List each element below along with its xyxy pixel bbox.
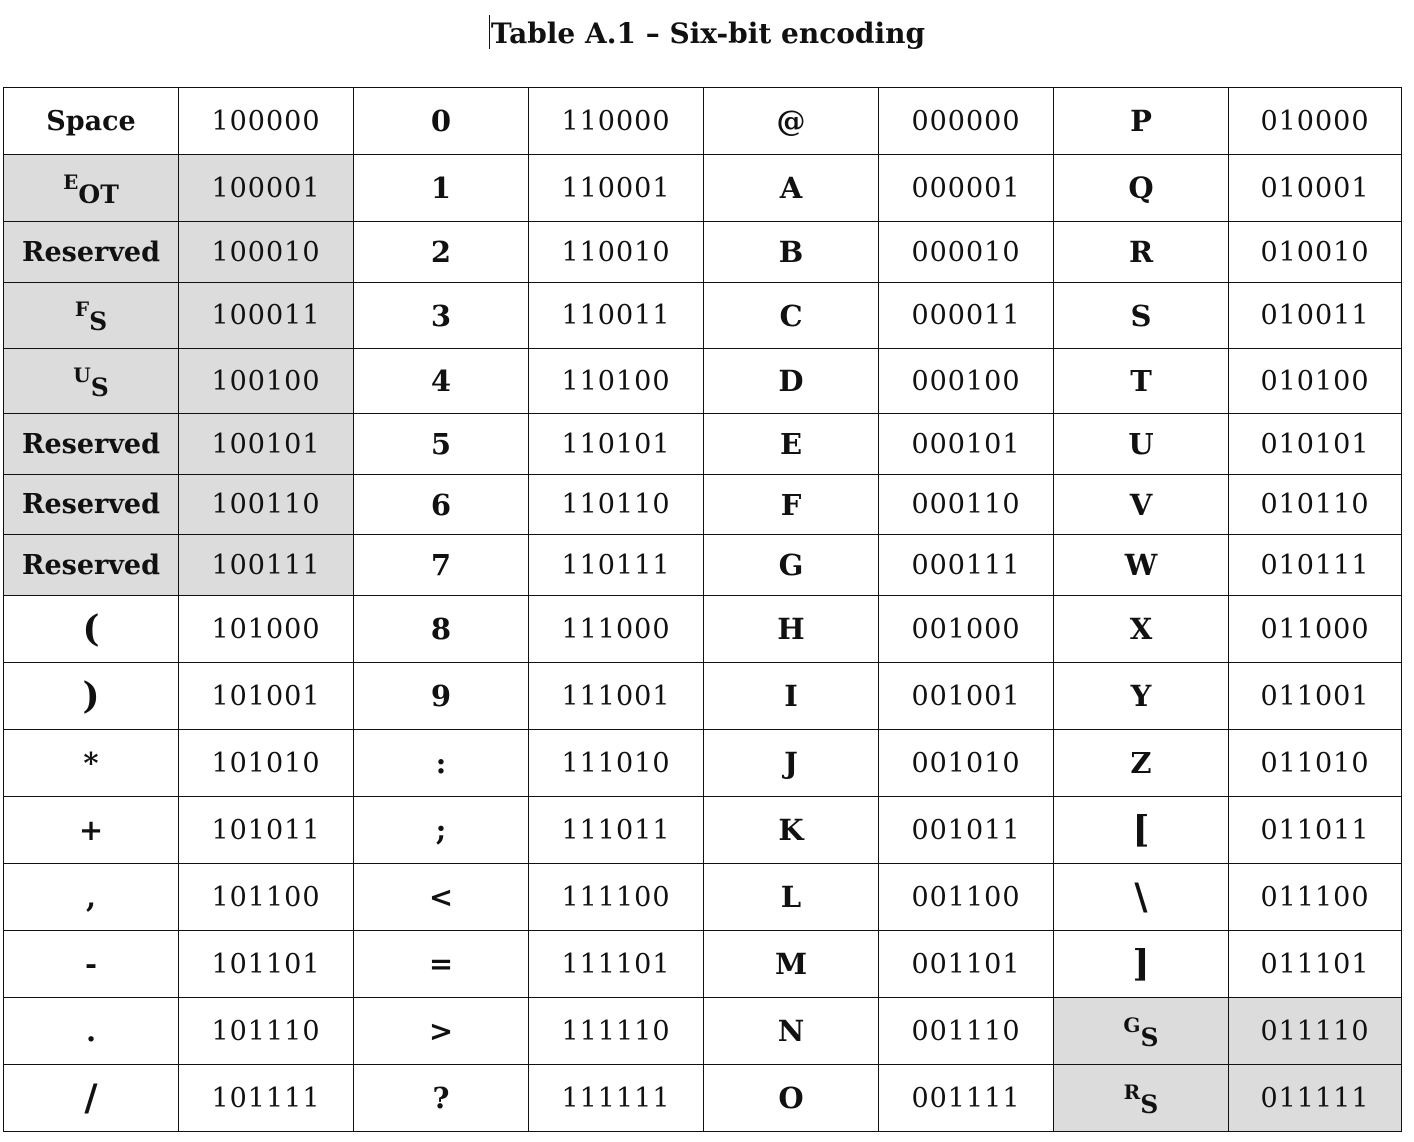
- code-cell: [1229, 596, 1402, 663]
- code-text: 011001: [1260, 680, 1370, 712]
- symbol-cell: [354, 283, 529, 349]
- symbol-text: @: [776, 104, 806, 138]
- symbol-cell: [1054, 931, 1229, 998]
- symbol-cell: [354, 797, 529, 864]
- code-text: 001111: [911, 1082, 1021, 1114]
- code-cell: [529, 155, 704, 222]
- symbol-cell: [4, 663, 179, 730]
- symbol-cell: [1054, 1065, 1229, 1132]
- symbol-text: R: [1128, 235, 1154, 269]
- code-text: 101110: [211, 1015, 321, 1047]
- code-cell: [179, 1065, 354, 1132]
- code-text: 011110: [1260, 1015, 1370, 1047]
- code-text: 100011: [211, 300, 321, 331]
- symbol-text: \: [1134, 876, 1148, 918]
- table-row: [4, 155, 1402, 222]
- code-cell: [1229, 222, 1402, 283]
- code-cell: [1229, 663, 1402, 730]
- symbol-text: Reserved: [22, 428, 160, 460]
- code-cell: [879, 414, 1054, 475]
- symbol-cell: [4, 222, 179, 283]
- symbol-cell: [354, 730, 529, 797]
- symbol-cell: [1054, 535, 1229, 596]
- symbol-cell: [1054, 222, 1229, 283]
- symbol-text: ,: [85, 880, 97, 914]
- symbol-cell: [1054, 730, 1229, 797]
- symbol-cell: [704, 414, 879, 475]
- symbol-cell: [4, 535, 179, 596]
- code-cell: [529, 663, 704, 730]
- symbol-cell: [704, 475, 879, 535]
- code-text: 100010: [211, 236, 321, 268]
- symbol-text: E: [779, 427, 803, 461]
- table-row: [4, 88, 1402, 155]
- code-text: 010100: [1260, 365, 1370, 397]
- code-text: 101000: [211, 613, 321, 645]
- table-body: [4, 88, 1402, 1132]
- code-text: 100110: [211, 489, 321, 520]
- code-text: 101100: [211, 881, 321, 913]
- code-cell: [879, 730, 1054, 797]
- code-cell: [529, 222, 704, 283]
- symbol-cell: [354, 349, 529, 414]
- table-row: [4, 931, 1402, 998]
- symbol-cell: [704, 155, 879, 222]
- code-text: 001011: [911, 814, 1021, 846]
- symbol-text: [: [1132, 809, 1150, 851]
- symbol-text: ): [82, 675, 100, 717]
- code-cell: [879, 155, 1054, 222]
- code-text: 110111: [561, 549, 671, 581]
- code-cell: [1229, 730, 1402, 797]
- code-text: 010001: [1260, 172, 1370, 204]
- symbol-cell: [354, 931, 529, 998]
- code-cell: [879, 931, 1054, 998]
- symbol-cell: [704, 596, 879, 663]
- code-cell: [1229, 414, 1402, 475]
- code-text: 011101: [1260, 948, 1370, 980]
- code-text: 111100: [561, 881, 671, 913]
- code-text: 110001: [561, 172, 671, 204]
- symbol-text: +: [78, 813, 104, 847]
- control-symbol: [75, 299, 107, 334]
- symbol-cell: [354, 864, 529, 931]
- symbol-text: A: [779, 171, 803, 205]
- code-text: 001110: [911, 1015, 1021, 1047]
- code-text: 110011: [561, 300, 671, 331]
- symbol-text: K: [778, 813, 804, 847]
- symbol-cell: [4, 88, 179, 155]
- symbol-cell: [1054, 155, 1229, 222]
- code-text: 001100: [911, 881, 1021, 913]
- symbol-text: 7: [430, 548, 452, 582]
- table-row: [4, 1065, 1402, 1132]
- code-cell: [179, 349, 354, 414]
- code-text: 111110: [561, 1015, 671, 1047]
- control-symbol: [73, 362, 109, 402]
- code-text: 100100: [211, 365, 321, 397]
- code-cell: [879, 596, 1054, 663]
- code-text: 011000: [1260, 613, 1370, 645]
- symbol-cell: [354, 475, 529, 535]
- symbol-cell: [354, 155, 529, 222]
- code-text: 001001: [911, 680, 1021, 712]
- table-row: [4, 414, 1402, 475]
- code-text: 111010: [561, 747, 671, 779]
- code-text: 111001: [561, 680, 671, 712]
- symbol-text: 2: [430, 235, 452, 269]
- symbol-text: 0: [430, 104, 452, 138]
- code-text: 010110: [1260, 489, 1370, 520]
- symbol-text: V: [1129, 487, 1153, 522]
- table-row: [4, 222, 1402, 283]
- symbol-cell: [704, 797, 879, 864]
- code-text: 010011: [1260, 300, 1370, 331]
- code-cell: [879, 1065, 1054, 1132]
- symbol-cell: [1054, 283, 1229, 349]
- symbol-text: /: [84, 1077, 98, 1119]
- code-text: 101101: [211, 948, 321, 980]
- control-symbol-sub: S: [1140, 1089, 1159, 1119]
- symbol-text: F: [780, 487, 802, 522]
- code-cell: [1229, 864, 1402, 931]
- symbol-cell: [354, 222, 529, 283]
- symbol-cell: [354, 596, 529, 663]
- symbol-text: :: [435, 746, 447, 780]
- symbol-cell: [4, 797, 179, 864]
- symbol-text: Reserved: [22, 549, 160, 581]
- code-cell: [529, 797, 704, 864]
- code-cell: [879, 88, 1054, 155]
- code-cell: [179, 663, 354, 730]
- symbol-text: X: [1129, 612, 1153, 646]
- code-text: 101011: [211, 814, 321, 846]
- code-text: 000101: [911, 428, 1021, 460]
- code-text: 110000: [561, 105, 671, 137]
- table-row: [4, 663, 1402, 730]
- symbol-cell: [4, 864, 179, 931]
- code-cell: [529, 283, 704, 349]
- symbol-cell: [4, 931, 179, 998]
- symbol-cell: [1054, 414, 1229, 475]
- code-text: 000100: [911, 365, 1021, 397]
- symbol-cell: [4, 475, 179, 535]
- symbol-cell: [704, 730, 879, 797]
- table-row: [4, 730, 1402, 797]
- table-row: [4, 535, 1402, 596]
- symbol-text: N: [777, 1014, 805, 1048]
- control-symbol-sup: E: [63, 169, 79, 194]
- symbol-text: U: [1128, 427, 1154, 461]
- code-text: 100111: [211, 549, 321, 581]
- control-symbol: [63, 169, 119, 209]
- code-text: 000000: [911, 105, 1021, 137]
- code-cell: [1229, 998, 1402, 1065]
- symbol-text: 8: [430, 612, 452, 646]
- symbol-text: Reserved: [22, 236, 160, 268]
- symbol-cell: [4, 155, 179, 222]
- code-text: 111111: [561, 1082, 671, 1114]
- code-cell: [179, 730, 354, 797]
- code-cell: [529, 998, 704, 1065]
- code-cell: [1229, 155, 1402, 222]
- code-text: 101010: [211, 747, 321, 779]
- code-cell: [879, 797, 1054, 864]
- symbol-text: 5: [430, 427, 452, 461]
- control-symbol-sub: OT: [78, 179, 119, 209]
- code-cell: [1229, 1065, 1402, 1132]
- symbol-cell: [704, 222, 879, 283]
- code-text: 011100: [1260, 881, 1370, 913]
- code-text: 111000: [561, 613, 671, 645]
- symbol-text: ]: [1132, 943, 1150, 985]
- control-symbol-sub: S: [90, 372, 109, 402]
- text-cursor: [489, 15, 490, 49]
- symbol-text: 6: [430, 487, 452, 522]
- symbol-text: J: [784, 746, 798, 780]
- control-symbol-sup: F: [74, 297, 90, 321]
- code-cell: [529, 931, 704, 998]
- symbol-cell: [354, 998, 529, 1065]
- code-cell: [1229, 931, 1402, 998]
- code-text: 010010: [1260, 236, 1370, 268]
- code-text: 110100: [561, 365, 671, 397]
- symbol-cell: [704, 283, 879, 349]
- code-cell: [879, 283, 1054, 349]
- symbol-text: W: [1124, 548, 1158, 582]
- code-text: 011011: [1260, 814, 1370, 846]
- table-row: [4, 797, 1402, 864]
- table-row: [4, 596, 1402, 663]
- symbol-text: D: [778, 364, 804, 398]
- symbol-text: -: [84, 947, 98, 981]
- code-text: 010101: [1260, 428, 1370, 460]
- code-cell: [529, 596, 704, 663]
- code-cell: [529, 88, 704, 155]
- code-cell: [529, 535, 704, 596]
- code-cell: [879, 663, 1054, 730]
- code-cell: [529, 864, 704, 931]
- code-text: 110010: [561, 236, 671, 268]
- code-cell: [1229, 283, 1402, 349]
- code-text: 000011: [911, 300, 1021, 331]
- control-symbol: [1123, 1079, 1159, 1119]
- control-symbol-sub: S: [89, 307, 108, 336]
- code-text: 001000: [911, 613, 1021, 645]
- symbol-cell: [4, 998, 179, 1065]
- symbol-cell: [4, 730, 179, 797]
- code-text: 010000: [1260, 105, 1370, 137]
- code-cell: [179, 414, 354, 475]
- symbol-text: >: [428, 1014, 454, 1048]
- symbol-text: G: [778, 548, 804, 582]
- code-text: 100001: [211, 172, 321, 204]
- symbol-text: Z: [1130, 746, 1152, 780]
- code-cell: [179, 155, 354, 222]
- code-cell: [179, 864, 354, 931]
- symbol-text: Y: [1130, 679, 1152, 713]
- code-cell: [179, 931, 354, 998]
- code-cell: [1229, 535, 1402, 596]
- symbol-text: S: [1130, 298, 1152, 333]
- symbol-cell: [354, 663, 529, 730]
- six-bit-encoding-table: [3, 87, 1402, 1132]
- symbol-text: P: [1130, 104, 1152, 138]
- table-row: [4, 864, 1402, 931]
- symbol-cell: [354, 88, 529, 155]
- symbol-cell: [704, 998, 879, 1065]
- code-cell: [529, 730, 704, 797]
- code-text: 111011: [561, 814, 671, 846]
- symbol-cell: [354, 414, 529, 475]
- symbol-cell: [354, 1065, 529, 1132]
- table-row: [4, 349, 1402, 414]
- symbol-cell: [704, 535, 879, 596]
- symbol-cell: [1054, 864, 1229, 931]
- table-caption-text: Table A.1 – Six-bit encoding: [490, 17, 926, 50]
- code-cell: [179, 88, 354, 155]
- code-text: 000110: [911, 489, 1021, 520]
- symbol-text: 1: [430, 171, 452, 205]
- control-symbol-sup: U: [73, 362, 91, 387]
- code-cell: [1229, 475, 1402, 535]
- symbol-text: B: [778, 235, 804, 269]
- symbol-text: 3: [430, 298, 452, 333]
- symbol-text: O: [778, 1081, 804, 1115]
- symbol-cell: [1054, 475, 1229, 535]
- symbol-cell: [1054, 88, 1229, 155]
- symbol-text: .: [85, 1014, 97, 1048]
- symbol-text: =: [428, 947, 454, 981]
- symbol-cell: [4, 349, 179, 414]
- code-cell: [179, 535, 354, 596]
- code-cell: [879, 864, 1054, 931]
- symbol-cell: [1054, 596, 1229, 663]
- code-text: 100000: [211, 105, 321, 137]
- symbol-cell: [704, 88, 879, 155]
- code-text: 111101: [561, 948, 671, 980]
- symbol-cell: [704, 1065, 879, 1132]
- control-symbol-sup: G: [1123, 1012, 1141, 1037]
- code-cell: [1229, 797, 1402, 864]
- symbol-cell: [4, 283, 179, 349]
- symbol-cell: [4, 414, 179, 475]
- symbol-text: L: [780, 880, 802, 914]
- code-cell: [879, 535, 1054, 596]
- symbol-text: I: [784, 679, 798, 713]
- table-row: [4, 283, 1402, 349]
- code-cell: [179, 222, 354, 283]
- code-text: 000001: [911, 172, 1021, 204]
- symbol-cell: [1054, 797, 1229, 864]
- code-cell: [179, 797, 354, 864]
- code-cell: [879, 998, 1054, 1065]
- control-symbol-sub: S: [1140, 1022, 1159, 1052]
- control-symbol: [1123, 1012, 1159, 1052]
- symbol-text: Space: [46, 105, 136, 137]
- symbol-cell: [704, 931, 879, 998]
- control-symbol-sup: R: [1123, 1079, 1141, 1104]
- code-text: 001010: [911, 747, 1021, 779]
- code-text: 011111: [1260, 1082, 1370, 1114]
- code-cell: [179, 283, 354, 349]
- code-cell: [529, 414, 704, 475]
- symbol-cell: [1054, 663, 1229, 730]
- symbol-text: T: [1130, 364, 1152, 398]
- symbol-text: Reserved: [22, 489, 160, 520]
- code-cell: [179, 475, 354, 535]
- symbol-cell: [704, 349, 879, 414]
- symbol-cell: [4, 596, 179, 663]
- table-row: [4, 998, 1402, 1065]
- symbol-cell: [354, 535, 529, 596]
- code-cell: [529, 1065, 704, 1132]
- code-text: 100101: [211, 428, 321, 460]
- symbol-text: 4: [430, 364, 452, 398]
- symbol-text: ?: [432, 1081, 450, 1115]
- symbol-text: H: [777, 612, 805, 646]
- symbol-text: M: [774, 947, 808, 981]
- code-cell: [879, 222, 1054, 283]
- code-cell: [179, 596, 354, 663]
- symbol-text: (: [82, 608, 100, 650]
- symbol-cell: [1054, 349, 1229, 414]
- symbol-text: 9: [430, 679, 452, 713]
- symbol-text: *: [83, 746, 99, 780]
- symbol-cell: [704, 663, 879, 730]
- code-cell: [879, 475, 1054, 535]
- code-cell: [529, 475, 704, 535]
- symbol-text: Q: [1128, 171, 1154, 205]
- code-text: 110101: [561, 428, 671, 460]
- code-cell: [529, 349, 704, 414]
- code-cell: [1229, 349, 1402, 414]
- symbol-cell: [1054, 998, 1229, 1065]
- code-text: 010111: [1260, 549, 1370, 581]
- code-cell: [879, 349, 1054, 414]
- table-caption: [0, 14, 1414, 54]
- code-text: 001101: [911, 948, 1021, 980]
- symbol-text: <: [428, 880, 454, 914]
- symbol-cell: [4, 1065, 179, 1132]
- symbol-text: ;: [435, 813, 447, 847]
- code-text: 110110: [561, 489, 671, 520]
- code-text: 101111: [211, 1082, 321, 1114]
- table-row: [4, 475, 1402, 535]
- code-text: 101001: [211, 680, 321, 712]
- code-text: 000111: [911, 549, 1021, 581]
- code-cell: [1229, 88, 1402, 155]
- code-text: 000010: [911, 236, 1021, 268]
- code-cell: [179, 998, 354, 1065]
- code-text: 011010: [1260, 747, 1370, 779]
- symbol-text: C: [779, 298, 803, 333]
- symbol-cell: [704, 864, 879, 931]
